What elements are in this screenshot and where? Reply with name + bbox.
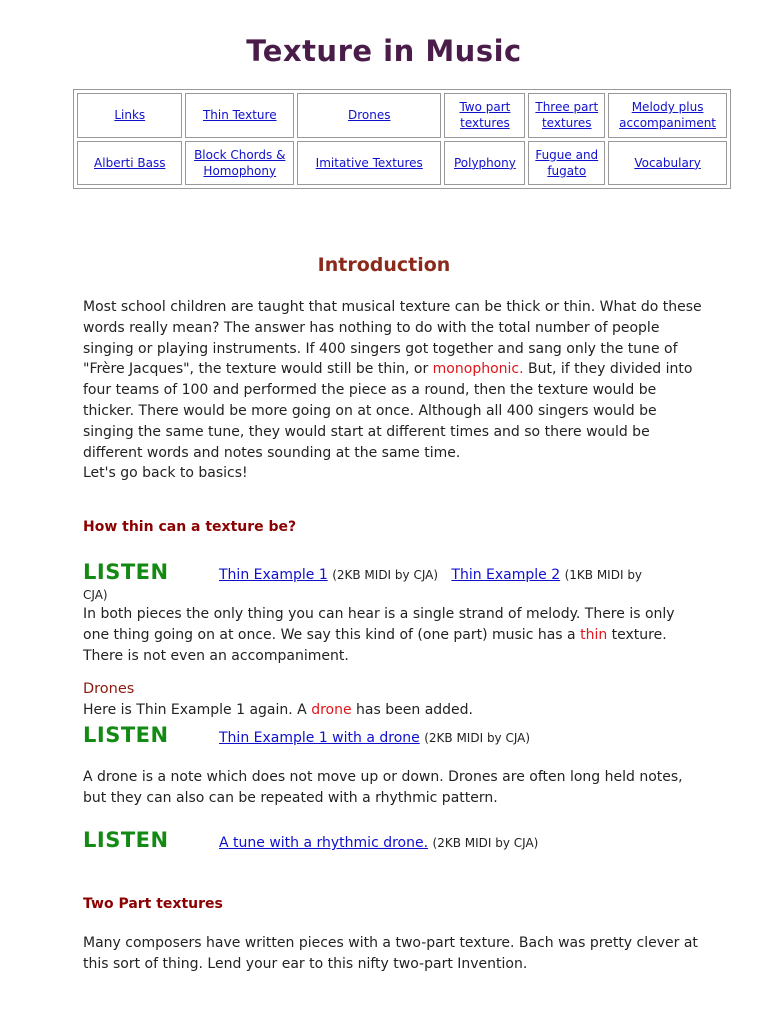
monophonic-term: monophonic.: [432, 361, 524, 378]
nav-link-polyphony[interactable]: Polyphony: [453, 155, 516, 170]
drones-text-rest: has been added.: [351, 702, 473, 718]
file-note: (2KB MIDI by CJA): [424, 731, 531, 745]
nav-link-thin-texture[interactable]: Thin Texture: [202, 108, 277, 123]
nav-row: [77, 93, 727, 138]
nav-row: [77, 141, 727, 186]
nav-cell: [297, 141, 441, 186]
drones-text: Here is Thin Example 1 again. A: [83, 702, 312, 718]
file-note: (2KB MIDI by CJA): [332, 568, 439, 582]
rhythmic-drone-line: [219, 833, 538, 853]
file-note: (2KB MIDI by CJA): [432, 836, 539, 850]
nav-cell: [444, 93, 525, 138]
nav-link-alberti-bass[interactable]: Alberti Bass: [94, 155, 166, 170]
nav-link-drones[interactable]: Drones: [348, 108, 391, 123]
file-note-wrap: CJA): [83, 588, 108, 602]
thin-example-2-link[interactable]: Thin Example 2: [451, 567, 561, 583]
listen-label: LISTEN: [83, 828, 169, 852]
thin-texture-heading: How thin can a texture be?: [83, 519, 297, 535]
drone-term: drone: [311, 702, 352, 718]
drone-definition: A drone is a note which does not move up or down. Drones are often long held notes, but they can also can be repeated with a rhythmic pattern.: [83, 769, 683, 806]
navigation-table: [73, 89, 731, 189]
nav-link-fugue[interactable]: Fugue and fugato: [535, 147, 599, 178]
drone-example-line: [219, 728, 530, 748]
introduction-heading: Introduction: [317, 254, 451, 276]
nav-cell: [444, 141, 525, 186]
intro-text: Most school children are taught that musical texture can be thick or thin. What do these words really mean? The answer has nothing to do with the total number of people singing or playing instruments. If 400 singers got together and sang only the tune of "Frère Jacques", the texture would still be thin, or: [83, 299, 702, 378]
file-note: (1KB MIDI by: [564, 568, 643, 582]
thin-examples-line: [219, 565, 642, 585]
nav-cell: [608, 93, 727, 138]
nav-link-three-part[interactable]: Three part textures: [535, 100, 599, 131]
thin-paragraph: [83, 604, 703, 666]
nav-cell: [185, 93, 294, 138]
thin-text: In both pieces the only thing you can hear is a single strand of melody. There is only one thing going on at once. We say this kind of (one part) music has a: [83, 606, 675, 643]
nav-link-links[interactable]: Links: [114, 108, 146, 123]
nav-cell: [297, 93, 441, 138]
nav-link-melody-plus[interactable]: Melody plus accompaniment: [619, 100, 717, 131]
drone-example-link[interactable]: Thin Example 1 with a drone: [219, 730, 420, 746]
rhythmic-drone-link[interactable]: A tune with a rhythmic drone.: [219, 835, 429, 851]
nav-cell: [528, 93, 605, 138]
nav-cell: [608, 141, 727, 186]
drones-heading: Drones: [83, 681, 135, 697]
nav-link-block-chords[interactable]: Block Chords & Homophony: [194, 147, 286, 178]
thin-term: thin: [580, 626, 608, 643]
thin-example-1-link[interactable]: Thin Example 1: [219, 567, 328, 583]
drones-paragraph: [83, 700, 703, 721]
listen-label: LISTEN: [83, 560, 169, 584]
two-part-paragraph: Many composers have written pieces with a two-part texture. Bach was pretty clever at this sort of thing. Lend your ear to this nifty two-part Invention.: [83, 935, 698, 972]
nav-link-imitative[interactable]: Imitative Textures: [315, 155, 423, 170]
nav-cell: [77, 93, 182, 138]
nav-link-vocabulary[interactable]: Vocabulary: [634, 155, 701, 170]
nav-link-two-part[interactable]: Two part textures: [459, 100, 511, 131]
nav-cell: [528, 141, 605, 186]
page-title: Texture in Music: [246, 34, 522, 68]
thin-text-rest: texture. There is not even an accompaniment.: [83, 626, 667, 664]
nav-cell: [185, 141, 294, 186]
intro-closing: Let's go back to basics!: [83, 465, 248, 482]
two-part-heading: Two Part textures: [83, 896, 223, 912]
nav-cell: [77, 141, 182, 186]
intro-paragraph: [83, 297, 703, 484]
listen-label: LISTEN: [83, 723, 169, 747]
intro-text-rest: But, if they divided into four teams of 100 and performed the piece as a round, then the texture would be thicker. There would be more going on at once. Although all 400 singers would be singing the same tune, they would start at different times and so there would be different words and notes sounding at the same time.: [83, 361, 693, 461]
